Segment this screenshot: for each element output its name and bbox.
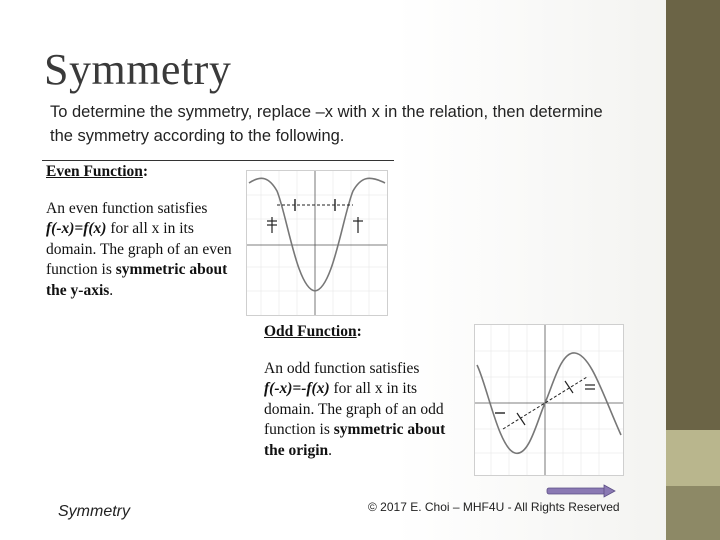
even-bold-tail: symmetric about the y-axis bbox=[46, 261, 228, 299]
even-function-block bbox=[46, 162, 236, 301]
slide-title: Symmetry bbox=[44, 45, 232, 94]
odd-end: . bbox=[328, 441, 333, 459]
divider-line bbox=[42, 160, 394, 161]
odd-heading-colon: : bbox=[356, 323, 362, 340]
even-formula: f(-x)=f(x) bbox=[46, 220, 107, 237]
footer-copyright: © 2017 E. Choi – MHF4U - All Rights Reserved bbox=[368, 500, 620, 514]
side-bar bbox=[666, 0, 720, 540]
odd-formula: f(-x)=-f(x) bbox=[264, 380, 330, 397]
even-heading: Even Function bbox=[46, 163, 143, 180]
even-body: for all x in its domain. The graph of an even function is bbox=[46, 220, 232, 278]
side-bar-accent-lower bbox=[666, 486, 720, 540]
odd-line1: An odd function satisfies bbox=[264, 359, 420, 377]
intro-text: To determine the symmetry, replace –x with x in the relation, then determine the symmetry according to the following. bbox=[50, 103, 603, 145]
odd-bold-tail: symmetric about the origin bbox=[264, 421, 446, 459]
even-function-graph bbox=[246, 170, 388, 316]
odd-body: for all x in its domain. The graph of an odd function is bbox=[264, 380, 444, 438]
odd-heading: Odd Function bbox=[264, 323, 357, 340]
odd-function-graph bbox=[474, 324, 624, 476]
even-end: . bbox=[109, 281, 114, 299]
footer-section-label: Symmetry bbox=[58, 503, 130, 520]
odd-function-block bbox=[264, 322, 464, 461]
even-line1: An even function satisfies bbox=[46, 199, 208, 217]
side-bar-accent bbox=[666, 430, 720, 486]
even-heading-colon: : bbox=[142, 163, 149, 180]
right-arrow-icon[interactable] bbox=[546, 484, 616, 498]
